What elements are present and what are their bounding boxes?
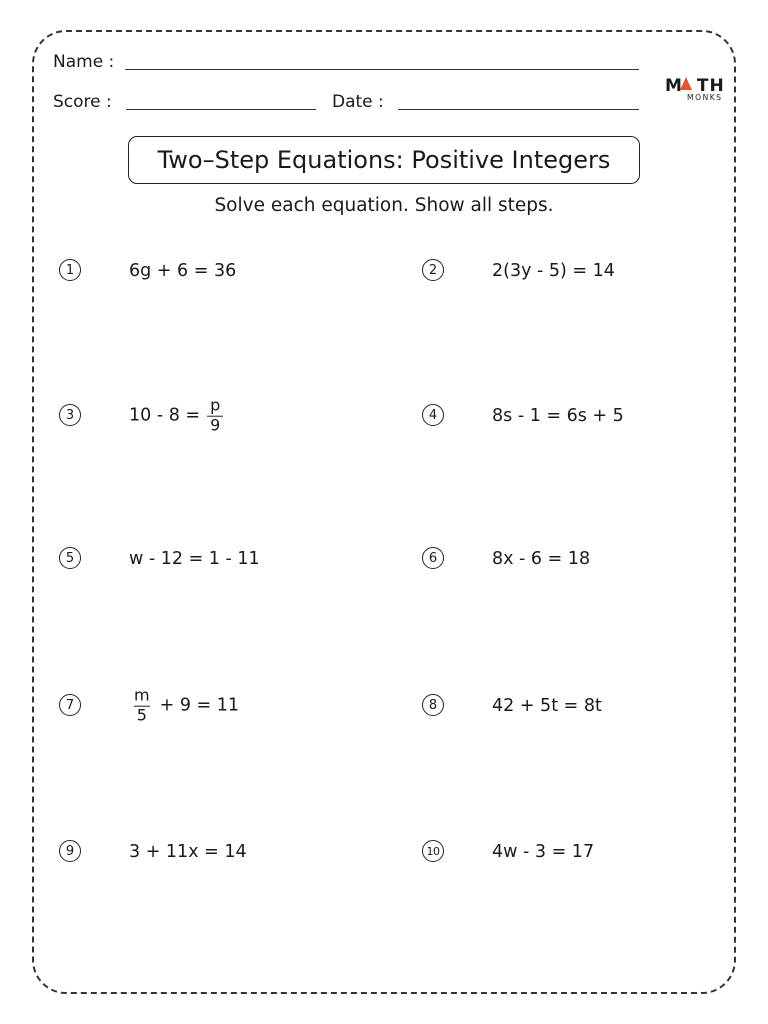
problem-number: 7 bbox=[59, 694, 81, 716]
instructions: Solve each equation. Show all steps. bbox=[214, 195, 554, 216]
score-label: Score : bbox=[53, 92, 112, 112]
logo-subtext: MONKS bbox=[687, 93, 723, 102]
problem-8 bbox=[422, 686, 752, 726]
problem-number: 8 bbox=[422, 694, 444, 716]
name-line[interactable] bbox=[125, 69, 639, 70]
equation: w - 12 = 1 - 11 bbox=[129, 549, 260, 569]
fraction-denominator: 5 bbox=[134, 706, 150, 725]
title-box bbox=[128, 136, 640, 184]
name-label: Name : bbox=[53, 52, 115, 72]
problem-number: 4 bbox=[422, 404, 444, 426]
equation: 3 + 11x = 14 bbox=[129, 842, 247, 862]
problem-2 bbox=[422, 251, 752, 291]
problem-5 bbox=[59, 539, 389, 579]
math-monks-logo bbox=[665, 76, 727, 104]
worksheet-title: Two–Step Equations: Positive Integers bbox=[157, 146, 611, 174]
equation bbox=[129, 685, 240, 725]
equation-rhs: + 9 = 11 bbox=[159, 696, 240, 716]
problem-3 bbox=[59, 396, 389, 436]
problem-6 bbox=[422, 539, 752, 579]
fraction bbox=[207, 395, 223, 435]
fraction-denominator: 9 bbox=[207, 416, 223, 435]
date-line[interactable] bbox=[398, 109, 639, 110]
equation: 2(3y - 5) = 14 bbox=[492, 261, 615, 281]
fraction-numerator: p bbox=[210, 395, 221, 415]
logo-wordmark: M TH bbox=[665, 76, 725, 96]
problem-9 bbox=[59, 832, 389, 872]
equation: 8s - 1 = 6s + 5 bbox=[492, 406, 624, 426]
fraction-numerator: m bbox=[134, 685, 150, 705]
problem-1 bbox=[59, 251, 389, 291]
equation: 4w - 3 = 17 bbox=[492, 842, 595, 862]
problem-number: 1 bbox=[59, 259, 81, 281]
problem-number: 9 bbox=[59, 840, 81, 862]
problem-number: 6 bbox=[422, 547, 444, 569]
problem-4 bbox=[422, 396, 752, 436]
score-line[interactable] bbox=[126, 109, 316, 110]
problem-number: 5 bbox=[59, 547, 81, 569]
equation bbox=[129, 395, 225, 435]
problem-7 bbox=[59, 686, 389, 726]
equation-lhs: 10 - 8 = bbox=[129, 406, 201, 426]
problem-number: 3 bbox=[59, 404, 81, 426]
equation: 6g + 6 = 36 bbox=[129, 261, 237, 281]
equation: 8x - 6 = 18 bbox=[492, 549, 591, 569]
date-label: Date : bbox=[332, 92, 384, 112]
problem-number: 2 bbox=[422, 259, 444, 281]
problem-10 bbox=[422, 832, 752, 872]
problem-number: 10 bbox=[422, 840, 444, 862]
equation: 42 + 5t = 8t bbox=[492, 696, 602, 716]
fraction bbox=[131, 685, 153, 725]
triangle-icon bbox=[679, 76, 693, 91]
